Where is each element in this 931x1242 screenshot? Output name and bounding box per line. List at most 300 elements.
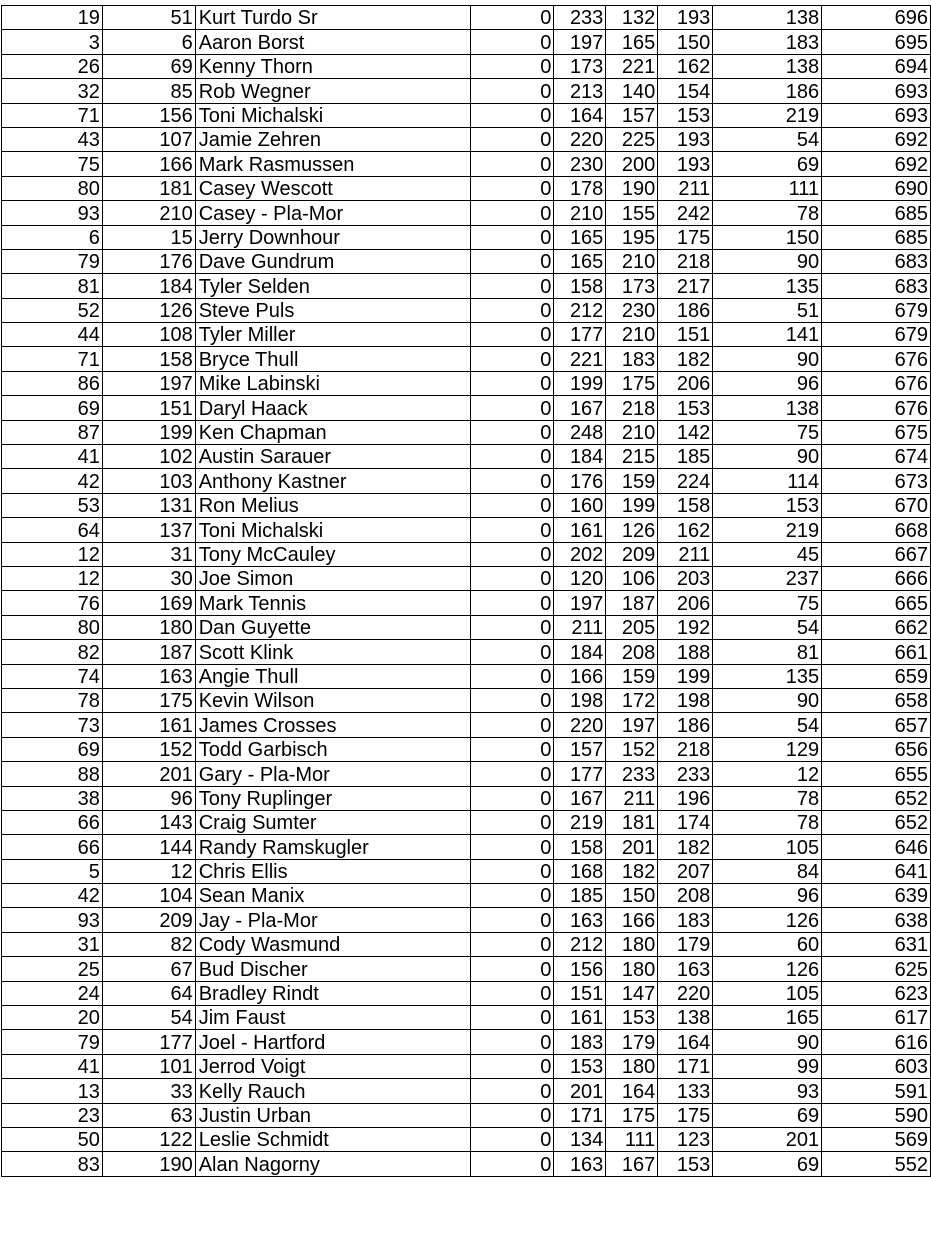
game1-cell: 166 (554, 664, 606, 688)
game2-cell: 175 (606, 371, 658, 395)
total-cell: 683 (822, 249, 931, 273)
game3-cell: 192 (658, 615, 713, 639)
entry-cell: 103 (102, 469, 195, 493)
game3-cell: 211 (658, 176, 713, 200)
bonus-cell: 138 (713, 6, 822, 30)
table-row (2, 396, 931, 420)
game1-cell: 213 (554, 79, 606, 103)
bonus-cell: 186 (713, 79, 822, 103)
game3-cell: 150 (658, 30, 713, 54)
handicap-cell: 0 (470, 737, 554, 761)
game1-cell: 173 (554, 54, 606, 78)
game2-cell: 140 (606, 79, 658, 103)
game1-cell: 184 (554, 640, 606, 664)
entry-cell: 152 (102, 737, 195, 761)
game1-cell: 248 (554, 420, 606, 444)
handicap-cell: 0 (470, 176, 554, 200)
game2-cell: 180 (606, 932, 658, 956)
entry-cell: 31 (102, 542, 195, 566)
game1-cell: 185 (554, 884, 606, 908)
game1-cell: 211 (554, 615, 606, 639)
handicap-cell: 0 (470, 591, 554, 615)
entry-cell: 163 (102, 664, 195, 688)
entry-cell: 102 (102, 445, 195, 469)
team-cell: 76 (2, 591, 103, 615)
handicap-cell: 0 (470, 688, 554, 712)
game3-cell: 123 (658, 1127, 713, 1151)
bowler-name-cell: Mark Tennis (195, 591, 470, 615)
game3-cell: 164 (658, 1030, 713, 1054)
table-row (2, 103, 931, 127)
handicap-cell: 0 (470, 908, 554, 932)
team-cell: 43 (2, 127, 103, 151)
team-cell: 64 (2, 518, 103, 542)
table-row (2, 664, 931, 688)
bonus-cell: 54 (713, 713, 822, 737)
total-cell: 631 (822, 932, 931, 956)
total-cell: 679 (822, 323, 931, 347)
entry-cell: 54 (102, 1006, 195, 1030)
handicap-cell: 0 (470, 445, 554, 469)
team-cell: 81 (2, 274, 103, 298)
game3-cell: 208 (658, 884, 713, 908)
total-cell: 658 (822, 688, 931, 712)
total-cell: 693 (822, 79, 931, 103)
total-cell: 692 (822, 127, 931, 151)
total-cell: 685 (822, 201, 931, 225)
handicap-cell: 0 (470, 762, 554, 786)
handicap-cell: 0 (470, 127, 554, 151)
game2-cell: 218 (606, 396, 658, 420)
bonus-cell: 60 (713, 932, 822, 956)
bonus-cell: 237 (713, 566, 822, 590)
game2-cell: 166 (606, 908, 658, 932)
game1-cell: 221 (554, 347, 606, 371)
entry-cell: 176 (102, 249, 195, 273)
entry-cell: 161 (102, 713, 195, 737)
game2-cell: 150 (606, 884, 658, 908)
team-cell: 69 (2, 396, 103, 420)
table-row (2, 298, 931, 322)
bonus-cell: 219 (713, 518, 822, 542)
game1-cell: 199 (554, 371, 606, 395)
entry-cell: 63 (102, 1103, 195, 1127)
game3-cell: 193 (658, 127, 713, 151)
bowler-name-cell: Jamie Zehren (195, 127, 470, 151)
entry-cell: 33 (102, 1079, 195, 1103)
bowler-name-cell: Scott Klink (195, 640, 470, 664)
bowler-name-cell: Mark Rasmussen (195, 152, 470, 176)
table-row (2, 1127, 931, 1151)
game3-cell: 211 (658, 542, 713, 566)
bonus-cell: 126 (713, 908, 822, 932)
bowler-name-cell: Chris Ellis (195, 859, 470, 883)
bowler-name-cell: Casey - Pla-Mor (195, 201, 470, 225)
game1-cell: 177 (554, 762, 606, 786)
bonus-cell: 69 (713, 152, 822, 176)
handicap-cell: 0 (470, 249, 554, 273)
bowler-name-cell: Kenny Thorn (195, 54, 470, 78)
table-row (2, 54, 931, 78)
table-row (2, 859, 931, 883)
game3-cell: 196 (658, 786, 713, 810)
table-row (2, 957, 931, 981)
bowler-name-cell: Joel - Hartford (195, 1030, 470, 1054)
handicap-cell: 0 (470, 542, 554, 566)
handicap-cell: 0 (470, 201, 554, 225)
team-cell: 20 (2, 1006, 103, 1030)
game2-cell: 155 (606, 201, 658, 225)
game1-cell: 212 (554, 932, 606, 956)
game2-cell: 157 (606, 103, 658, 127)
bonus-cell: 138 (713, 396, 822, 420)
bonus-cell: 51 (713, 298, 822, 322)
total-cell: 667 (822, 542, 931, 566)
game2-cell: 210 (606, 323, 658, 347)
game1-cell: 163 (554, 1152, 606, 1176)
game3-cell: 174 (658, 810, 713, 834)
bonus-cell: 54 (713, 127, 822, 151)
total-cell: 552 (822, 1152, 931, 1176)
bonus-cell: 126 (713, 957, 822, 981)
bonus-cell: 90 (713, 1030, 822, 1054)
handicap-cell: 0 (470, 1030, 554, 1054)
team-cell: 74 (2, 664, 103, 688)
game2-cell: 197 (606, 713, 658, 737)
team-cell: 23 (2, 1103, 103, 1127)
total-cell: 695 (822, 30, 931, 54)
game1-cell: 171 (554, 1103, 606, 1127)
bowler-name-cell: Bradley Rindt (195, 981, 470, 1005)
bonus-cell: 111 (713, 176, 822, 200)
game3-cell: 193 (658, 152, 713, 176)
table-row (2, 420, 931, 444)
table-row (2, 1006, 931, 1030)
handicap-cell: 0 (470, 640, 554, 664)
table-row (2, 908, 931, 932)
bowler-name-cell: Ron Melius (195, 493, 470, 517)
total-cell: 690 (822, 176, 931, 200)
game1-cell: 167 (554, 396, 606, 420)
entry-cell: 15 (102, 225, 195, 249)
team-cell: 50 (2, 1127, 103, 1151)
entry-cell: 126 (102, 298, 195, 322)
bonus-cell: 96 (713, 371, 822, 395)
game3-cell: 188 (658, 640, 713, 664)
game3-cell: 162 (658, 518, 713, 542)
game3-cell: 171 (658, 1054, 713, 1078)
handicap-cell: 0 (470, 786, 554, 810)
game1-cell: 156 (554, 957, 606, 981)
team-cell: 13 (2, 1079, 103, 1103)
team-cell: 71 (2, 347, 103, 371)
entry-cell: 107 (102, 127, 195, 151)
game1-cell: 184 (554, 445, 606, 469)
entry-cell: 187 (102, 640, 195, 664)
bowler-name-cell: Daryl Haack (195, 396, 470, 420)
game2-cell: 173 (606, 274, 658, 298)
entry-cell: 184 (102, 274, 195, 298)
team-cell: 19 (2, 6, 103, 30)
handicap-cell: 0 (470, 1079, 554, 1103)
bonus-cell: 75 (713, 591, 822, 615)
total-cell: 639 (822, 884, 931, 908)
handicap-cell: 0 (470, 1127, 554, 1151)
handicap-cell: 0 (470, 420, 554, 444)
bonus-cell: 135 (713, 274, 822, 298)
handicap-cell: 0 (470, 1103, 554, 1127)
bowler-name-cell: Bryce Thull (195, 347, 470, 371)
game3-cell: 203 (658, 566, 713, 590)
entry-cell: 199 (102, 420, 195, 444)
game3-cell: 153 (658, 396, 713, 420)
entry-cell: 131 (102, 493, 195, 517)
table-row (2, 1152, 931, 1176)
game1-cell: 233 (554, 6, 606, 30)
table-row (2, 1030, 931, 1054)
game2-cell: 159 (606, 469, 658, 493)
game1-cell: 158 (554, 274, 606, 298)
game3-cell: 218 (658, 737, 713, 761)
handicap-cell: 0 (470, 835, 554, 859)
game3-cell: 153 (658, 1152, 713, 1176)
entry-cell: 169 (102, 591, 195, 615)
handicap-cell: 0 (470, 566, 554, 590)
total-cell: 693 (822, 103, 931, 127)
team-cell: 44 (2, 323, 103, 347)
game2-cell: 215 (606, 445, 658, 469)
handicap-cell: 0 (470, 884, 554, 908)
total-cell: 676 (822, 371, 931, 395)
bonus-cell: 45 (713, 542, 822, 566)
game2-cell: 172 (606, 688, 658, 712)
game2-cell: 132 (606, 6, 658, 30)
team-cell: 26 (2, 54, 103, 78)
game1-cell: 220 (554, 713, 606, 737)
team-cell: 38 (2, 786, 103, 810)
entry-cell: 158 (102, 347, 195, 371)
team-cell: 88 (2, 762, 103, 786)
team-cell: 25 (2, 957, 103, 981)
bowler-name-cell: Gary - Pla-Mor (195, 762, 470, 786)
game3-cell: 218 (658, 249, 713, 273)
handicap-cell: 0 (470, 323, 554, 347)
game3-cell: 198 (658, 688, 713, 712)
handicap-cell: 0 (470, 713, 554, 737)
total-cell: 674 (822, 445, 931, 469)
table-row (2, 274, 931, 298)
entry-cell: 209 (102, 908, 195, 932)
table-row (2, 762, 931, 786)
bowler-name-cell: Jim Faust (195, 1006, 470, 1030)
team-cell: 32 (2, 79, 103, 103)
game2-cell: 152 (606, 737, 658, 761)
bowler-name-cell: Jerry Downhour (195, 225, 470, 249)
handicap-cell: 0 (470, 6, 554, 30)
entry-cell: 137 (102, 518, 195, 542)
bonus-cell: 96 (713, 884, 822, 908)
bonus-cell: 150 (713, 225, 822, 249)
bonus-cell: 141 (713, 323, 822, 347)
bowler-name-cell: Cody Wasmund (195, 932, 470, 956)
table-row (2, 884, 931, 908)
total-cell: 679 (822, 298, 931, 322)
team-cell: 24 (2, 981, 103, 1005)
table-row (2, 493, 931, 517)
bonus-cell: 114 (713, 469, 822, 493)
game3-cell: 183 (658, 908, 713, 932)
game2-cell: 175 (606, 1103, 658, 1127)
team-cell: 3 (2, 30, 103, 54)
game1-cell: 164 (554, 103, 606, 127)
handicap-cell: 0 (470, 103, 554, 127)
game2-cell: 159 (606, 664, 658, 688)
handicap-cell: 0 (470, 225, 554, 249)
game3-cell: 175 (658, 1103, 713, 1127)
table-row (2, 249, 931, 273)
team-cell: 75 (2, 152, 103, 176)
game1-cell: 163 (554, 908, 606, 932)
game3-cell: 207 (658, 859, 713, 883)
bonus-cell: 69 (713, 1103, 822, 1127)
total-cell: 617 (822, 1006, 931, 1030)
team-cell: 41 (2, 1054, 103, 1078)
total-cell: 569 (822, 1127, 931, 1151)
team-cell: 93 (2, 908, 103, 932)
bonus-cell: 99 (713, 1054, 822, 1078)
game3-cell: 179 (658, 932, 713, 956)
total-cell: 616 (822, 1030, 931, 1054)
entry-cell: 64 (102, 981, 195, 1005)
game2-cell: 153 (606, 1006, 658, 1030)
handicap-cell: 0 (470, 347, 554, 371)
bowler-name-cell: Toni Michalski (195, 103, 470, 127)
game3-cell: 185 (658, 445, 713, 469)
game2-cell: 179 (606, 1030, 658, 1054)
table-row (2, 79, 931, 103)
game2-cell: 230 (606, 298, 658, 322)
table-row (2, 371, 931, 395)
handicap-cell: 0 (470, 810, 554, 834)
total-cell: 694 (822, 54, 931, 78)
game3-cell: 186 (658, 713, 713, 737)
game3-cell: 206 (658, 371, 713, 395)
table-row (2, 1054, 931, 1078)
game3-cell: 182 (658, 835, 713, 859)
table-row (2, 542, 931, 566)
team-cell: 79 (2, 249, 103, 273)
bowler-name-cell: Casey Wescott (195, 176, 470, 200)
table-row (2, 152, 931, 176)
bonus-cell: 84 (713, 859, 822, 883)
game3-cell: 175 (658, 225, 713, 249)
bowler-name-cell: Sean Manix (195, 884, 470, 908)
bonus-cell: 135 (713, 664, 822, 688)
table-row (2, 835, 931, 859)
entry-cell: 101 (102, 1054, 195, 1078)
handicap-cell: 0 (470, 1006, 554, 1030)
total-cell: 638 (822, 908, 931, 932)
bonus-cell: 93 (713, 1079, 822, 1103)
bonus-cell: 75 (713, 420, 822, 444)
bowler-name-cell: Justin Urban (195, 1103, 470, 1127)
team-cell: 12 (2, 542, 103, 566)
game2-cell: 190 (606, 176, 658, 200)
game1-cell: 134 (554, 1127, 606, 1151)
table-row (2, 786, 931, 810)
total-cell: 657 (822, 713, 931, 737)
total-cell: 652 (822, 810, 931, 834)
game2-cell: 205 (606, 615, 658, 639)
handicap-cell: 0 (470, 54, 554, 78)
table-row (2, 1079, 931, 1103)
bonus-cell: 69 (713, 1152, 822, 1176)
entry-cell: 67 (102, 957, 195, 981)
table-row (2, 225, 931, 249)
entry-cell: 30 (102, 566, 195, 590)
game2-cell: 210 (606, 249, 658, 273)
bowler-name-cell: Angie Thull (195, 664, 470, 688)
game3-cell: 133 (658, 1079, 713, 1103)
game3-cell: 138 (658, 1006, 713, 1030)
game2-cell: 201 (606, 835, 658, 859)
total-cell: 603 (822, 1054, 931, 1078)
bonus-cell: 219 (713, 103, 822, 127)
bonus-cell: 12 (713, 762, 822, 786)
total-cell: 675 (822, 420, 931, 444)
team-cell: 6 (2, 225, 103, 249)
game1-cell: 230 (554, 152, 606, 176)
game2-cell: 195 (606, 225, 658, 249)
entry-cell: 190 (102, 1152, 195, 1176)
team-cell: 83 (2, 1152, 103, 1176)
bonus-cell: 183 (713, 30, 822, 54)
total-cell: 685 (822, 225, 931, 249)
game1-cell: 183 (554, 1030, 606, 1054)
entry-cell: 175 (102, 688, 195, 712)
bonus-cell: 153 (713, 493, 822, 517)
entry-cell: 51 (102, 6, 195, 30)
bowler-name-cell: Dave Gundrum (195, 249, 470, 273)
game2-cell: 167 (606, 1152, 658, 1176)
game2-cell: 183 (606, 347, 658, 371)
game1-cell: 201 (554, 1079, 606, 1103)
bowler-name-cell: Tyler Miller (195, 323, 470, 347)
entry-cell: 197 (102, 371, 195, 395)
table-row (2, 323, 931, 347)
team-cell: 66 (2, 810, 103, 834)
bowler-name-cell: Dan Guyette (195, 615, 470, 639)
total-cell: 662 (822, 615, 931, 639)
game2-cell: 147 (606, 981, 658, 1005)
game2-cell: 180 (606, 957, 658, 981)
entry-cell: 143 (102, 810, 195, 834)
handicap-cell: 0 (470, 518, 554, 542)
handicap-cell: 0 (470, 274, 554, 298)
handicap-cell: 0 (470, 152, 554, 176)
game1-cell: 168 (554, 859, 606, 883)
handicap-cell: 0 (470, 664, 554, 688)
game3-cell: 186 (658, 298, 713, 322)
bowler-name-cell: Kevin Wilson (195, 688, 470, 712)
bonus-cell: 201 (713, 1127, 822, 1151)
game2-cell: 164 (606, 1079, 658, 1103)
team-cell: 87 (2, 420, 103, 444)
game3-cell: 154 (658, 79, 713, 103)
bowler-name-cell: Ken Chapman (195, 420, 470, 444)
team-cell: 5 (2, 859, 103, 883)
total-cell: 646 (822, 835, 931, 859)
